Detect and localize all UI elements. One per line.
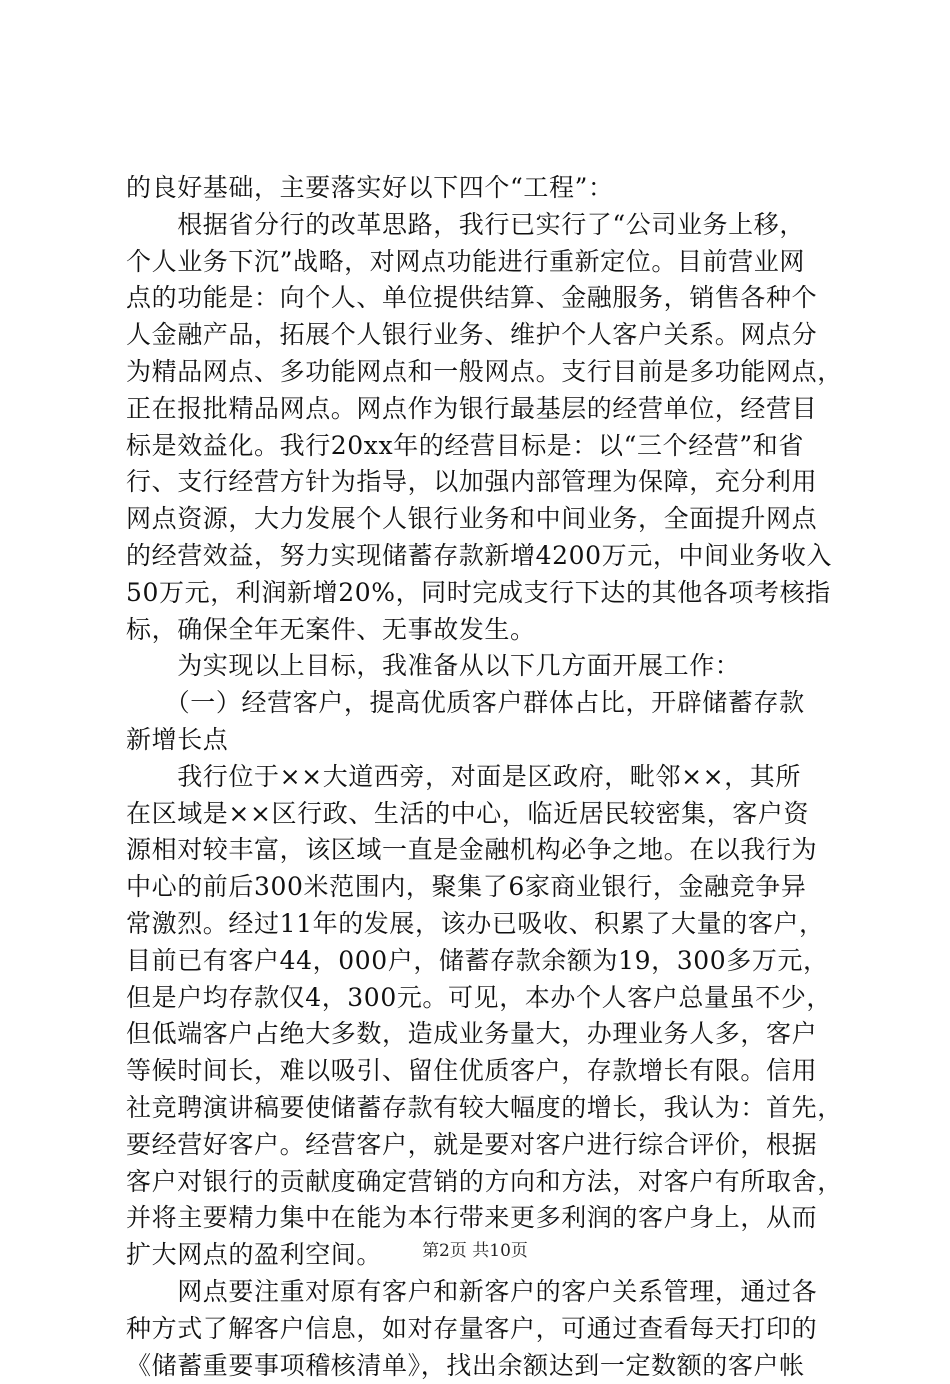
page-footer	[0, 1236, 950, 1261]
page-number: 第2页 共10页	[422, 1241, 528, 1261]
text-line: 但是户均存款仅4，300元。可见，本办个人客户总量虽不少，	[126, 980, 846, 1017]
text-line: 50万元，利润新增20%，同时完成支行下达的其他各项考核指	[126, 575, 846, 612]
text-line: 根据省分行的改革思路，我行已实行了“公司业务上移，	[126, 207, 846, 244]
text-line: 行、支行经营方针为指导，以加强内部管理为保障，充分利用	[126, 464, 846, 501]
text-line: 《储蓄重要事项稽核清单》，找出余额达到一定数额的客户帐	[126, 1348, 846, 1384]
text-line: 网点要注重对原有客户和新客户的客户关系管理，通过各	[126, 1274, 846, 1311]
text-line: 在区域是××区行政、生活的中心，临近居民较密集，客户资	[126, 796, 846, 833]
text-line: 种方式了解客户信息，如对存量客户，可通过查看每天打印的	[126, 1311, 846, 1348]
text-line: 标是效益化。我行20xx年的经营目标是：以“三个经营”和省	[126, 428, 846, 465]
text-line: 但低端客户占绝大多数，造成业务量大，办理业务人多，客户	[126, 1016, 846, 1053]
text-line: 人金融产品，拓展个人银行业务、维护个人客户关系。网点分	[126, 317, 846, 354]
text-line: 客户对银行的贡献度确定营销的方向和方法，对客户有所取舍，	[126, 1164, 846, 1201]
text-line: 个人业务下沉”战略，对网点功能进行重新定位。目前营业网	[126, 244, 846, 281]
section-heading: （一）经营客户，提高优质客户群体占比，开辟储蓄存款	[126, 685, 846, 722]
text-line: 社竞聘演讲稿要使储蓄存款有较大幅度的增长，我认为：首先，	[126, 1090, 846, 1127]
text-line: 的良好基础，主要落实好以下四个“工程”：	[126, 170, 846, 207]
text-line: 的经营效益，努力实现储蓄存款新增4200万元，中间业务收入	[126, 538, 846, 575]
text-line: 等候时间长，难以吸引、留住优质客户，存款增长有限。信用	[126, 1053, 846, 1090]
text-line: 源相对较丰富，该区域一直是金融机构必争之地。在以我行为	[126, 832, 846, 869]
text-line: 为实现以上目标，我准备从以下几方面开展工作：	[126, 648, 846, 685]
text-line: 中心的前后300米范围内，聚集了6家商业银行，金融竞争异	[126, 869, 846, 906]
text-line: 为精品网点、多功能网点和一般网点。支行目前是多功能网点，	[126, 354, 846, 391]
section-heading: 新增长点	[126, 722, 846, 759]
text-line: 要经营好客户。经营客户，就是要对客户进行综合评价，根据	[126, 1127, 846, 1164]
text-line: 常激烈。经过11年的发展，该办已吸收、积累了大量的客户，	[126, 906, 846, 943]
text-line: 正在报批精品网点。网点作为银行最基层的经营单位，经营目	[126, 391, 846, 428]
text-line: 点的功能是：向个人、单位提供结算、金融服务，销售各种个	[126, 280, 846, 317]
text-line: 并将主要精力集中在能为本行带来更多利润的客户身上，从而	[126, 1200, 846, 1237]
text-line: 我行位于××大道西旁，对面是区政府，毗邻××，其所	[126, 759, 846, 796]
text-line: 网点资源，大力发展个人银行业务和中间业务，全面提升网点	[126, 501, 846, 538]
text-line: 目前已有客户44，000户，储蓄存款余额为19，300多万元，	[126, 943, 846, 980]
text-line: 标，确保全年无案件、无事故发生。	[126, 612, 846, 649]
body-text	[126, 170, 846, 1384]
text-line: 扩大网点的盈利空间。	[126, 1237, 846, 1274]
